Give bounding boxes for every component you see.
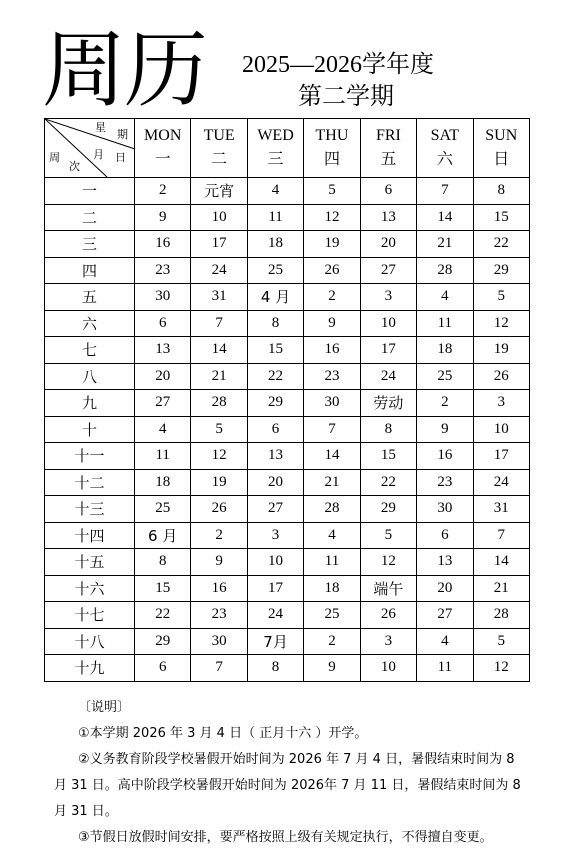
day-cell: 19 <box>304 231 360 258</box>
day-cell: 31 <box>473 496 529 523</box>
week-number-cell: 九 <box>45 390 135 417</box>
day-cell: 27 <box>417 602 473 629</box>
week-number-cell: 十 <box>45 416 135 443</box>
day-cell: 10 <box>473 416 529 443</box>
day-header: FRI 五 <box>360 119 416 178</box>
day-cell: 26 <box>473 363 529 390</box>
day-cell: 27 <box>360 257 416 284</box>
day-cell: 4 <box>417 628 473 655</box>
day-cell: 17 <box>247 575 303 602</box>
day-cell: 22 <box>135 602 191 629</box>
day-cell: 2 <box>304 284 360 311</box>
week-row <box>45 204 530 231</box>
day-cell: 6 <box>135 655 191 682</box>
day-cell: 2 <box>304 628 360 655</box>
day-cell: 21 <box>304 469 360 496</box>
day-cell: 29 <box>360 496 416 523</box>
week-number-cell: 七 <box>45 337 135 364</box>
day-cell: 4 <box>417 284 473 311</box>
week-row <box>45 655 530 682</box>
day-cell: 7 <box>191 655 247 682</box>
day-cell: 2 <box>417 390 473 417</box>
week-row <box>45 443 530 470</box>
week-number-cell: 十六 <box>45 575 135 602</box>
week-row <box>45 575 530 602</box>
day-cell: 22 <box>473 231 529 258</box>
header-row <box>45 119 530 178</box>
corner-label-ci: 次 <box>69 161 80 173</box>
day-cell: 15 <box>247 337 303 364</box>
day-cell: 12 <box>473 310 529 337</box>
day-cell: 26 <box>191 496 247 523</box>
day-cell: 21 <box>191 363 247 390</box>
semester: 第二学期 <box>298 84 394 110</box>
day-cell: 9 <box>304 310 360 337</box>
day-cell: 25 <box>135 496 191 523</box>
day-cell: 25 <box>417 363 473 390</box>
day-cell: 13 <box>360 204 416 231</box>
day-cell: 元宵 <box>191 178 247 205</box>
day-cell: 29 <box>247 390 303 417</box>
week-row <box>45 416 530 443</box>
note-1: ①本学期 2026 年 3 月 4 日（ 正月十六 ）开学。 <box>78 726 368 741</box>
day-cell: 29 <box>135 628 191 655</box>
corner-cell <box>45 119 135 178</box>
day-cell: 23 <box>304 363 360 390</box>
day-cell: 4 <box>135 416 191 443</box>
week-row <box>45 522 530 549</box>
day-cell: 24 <box>360 363 416 390</box>
day-cell: 24 <box>473 469 529 496</box>
day-header: SAT 六 <box>417 119 473 178</box>
week-row <box>45 337 530 364</box>
day-cell: 12 <box>473 655 529 682</box>
week-number-cell: 八 <box>45 363 135 390</box>
week-row <box>45 363 530 390</box>
day-header: SUN 日 <box>473 119 529 178</box>
week-number-cell: 一 <box>45 178 135 205</box>
corner-diagonal-lines <box>45 119 135 177</box>
day-cell: 16 <box>304 337 360 364</box>
page-title: 周历 <box>42 21 207 119</box>
week-number-cell: 三 <box>45 231 135 258</box>
day-cell: 8 <box>135 549 191 576</box>
day-cell: 17 <box>473 443 529 470</box>
notes-label: 〔说明〕 <box>78 700 131 715</box>
day-cell: 11 <box>247 204 303 231</box>
week-number-cell: 十一 <box>45 443 135 470</box>
day-header: MON 一 <box>135 119 191 178</box>
school-year: 2025—2026学年度 <box>242 52 434 78</box>
day-header: THU 四 <box>304 119 360 178</box>
corner-label-star: 星 <box>95 122 106 134</box>
day-cell: 6 <box>247 416 303 443</box>
corner-label-week: 周 <box>49 152 60 164</box>
day-cell: 5 <box>473 628 529 655</box>
day-cell: 7 <box>417 178 473 205</box>
day-cell: 7 <box>304 416 360 443</box>
day-cell: 3 <box>360 628 416 655</box>
note-3: ③节假日放假时间安排，要严格按照上级有关规定执行，不得擅自变更。 <box>78 830 493 845</box>
week-number-cell: 十五 <box>45 549 135 576</box>
day-cell: 23 <box>135 257 191 284</box>
week-row <box>45 178 530 205</box>
day-cell: 15 <box>360 443 416 470</box>
note-2: ②义务教育阶段学校暑假开始时间为 2026 年 7 月 4 日，暑假结束时间为 8 月 31 日。高中阶段学校暑假开始时间为 2026年 7 月 11 日，暑假结束时间为 8 月 31 日。 <box>54 752 521 819</box>
day-cell: 30 <box>135 284 191 311</box>
day-cell: 18 <box>247 231 303 258</box>
day-cell: 9 <box>135 204 191 231</box>
day-cell: 15 <box>473 204 529 231</box>
day-cell: 5 <box>360 522 416 549</box>
day-cell: 2 <box>135 178 191 205</box>
day-cell: 14 <box>417 204 473 231</box>
day-cell: 30 <box>304 390 360 417</box>
day-cell: 14 <box>473 549 529 576</box>
day-cell: 14 <box>191 337 247 364</box>
day-cell: 29 <box>473 257 529 284</box>
day-cell: 5 <box>473 284 529 311</box>
week-number-cell: 十八 <box>45 628 135 655</box>
day-cell: 10 <box>360 655 416 682</box>
week-row <box>45 257 530 284</box>
week-number-cell: 六 <box>45 310 135 337</box>
day-cell: 6 <box>135 310 191 337</box>
day-cell: 20 <box>417 575 473 602</box>
day-cell: 4 <box>247 178 303 205</box>
corner-label-day: 日 <box>115 152 126 164</box>
day-cell: 12 <box>191 443 247 470</box>
week-number-cell: 十七 <box>45 602 135 629</box>
week-number-cell: 四 <box>45 257 135 284</box>
week-row <box>45 284 530 311</box>
day-cell: 7月 <box>247 628 303 655</box>
week-row <box>45 628 530 655</box>
day-cell: 18 <box>304 575 360 602</box>
day-cell: 6 <box>360 178 416 205</box>
day-cell: 31 <box>191 284 247 311</box>
week-number-cell: 十四 <box>45 522 135 549</box>
day-cell: 劳动 <box>360 390 416 417</box>
day-cell: 9 <box>191 549 247 576</box>
day-cell: 25 <box>304 602 360 629</box>
day-cell: 10 <box>360 310 416 337</box>
day-cell: 15 <box>135 575 191 602</box>
day-cell: 17 <box>360 337 416 364</box>
day-cell: 28 <box>191 390 247 417</box>
day-cell: 28 <box>473 602 529 629</box>
day-cell: 17 <box>191 231 247 258</box>
day-cell: 12 <box>360 549 416 576</box>
day-cell: 18 <box>417 337 473 364</box>
day-cell: 28 <box>417 257 473 284</box>
calendar-body <box>45 178 530 682</box>
day-cell: 4 月 <box>247 284 303 311</box>
day-cell: 22 <box>360 469 416 496</box>
week-row <box>45 310 530 337</box>
week-number-cell: 五 <box>45 284 135 311</box>
day-cell: 3 <box>360 284 416 311</box>
day-cell: 13 <box>247 443 303 470</box>
day-cell: 18 <box>135 469 191 496</box>
day-cell: 10 <box>247 549 303 576</box>
day-cell: 10 <box>191 204 247 231</box>
day-header: WED 三 <box>247 119 303 178</box>
day-cell: 9 <box>417 416 473 443</box>
day-cell: 7 <box>473 522 529 549</box>
day-cell: 26 <box>304 257 360 284</box>
day-cell: 30 <box>417 496 473 523</box>
day-cell: 16 <box>417 443 473 470</box>
day-cell: 13 <box>135 337 191 364</box>
day-cell: 27 <box>135 390 191 417</box>
week-row <box>45 549 530 576</box>
day-cell: 21 <box>417 231 473 258</box>
day-cell: 14 <box>304 443 360 470</box>
week-row <box>45 496 530 523</box>
corner-label-qi: 期 <box>117 129 128 141</box>
day-cell: 8 <box>247 310 303 337</box>
day-cell: 4 <box>304 522 360 549</box>
day-cell: 23 <box>417 469 473 496</box>
day-cell: 20 <box>135 363 191 390</box>
week-row <box>45 390 530 417</box>
day-cell: 11 <box>304 549 360 576</box>
day-cell: 21 <box>473 575 529 602</box>
day-cell: 24 <box>191 257 247 284</box>
day-cell: 19 <box>473 337 529 364</box>
day-cell: 11 <box>135 443 191 470</box>
day-cell: 24 <box>247 602 303 629</box>
corner-label-month: 月 <box>93 149 104 161</box>
week-number-cell: 十九 <box>45 655 135 682</box>
day-cell: 16 <box>135 231 191 258</box>
day-cell: 12 <box>304 204 360 231</box>
day-cell: 19 <box>191 469 247 496</box>
day-cell: 11 <box>417 655 473 682</box>
week-row <box>45 469 530 496</box>
day-cell: 16 <box>191 575 247 602</box>
day-cell: 6 月 <box>135 522 191 549</box>
day-cell: 2 <box>191 522 247 549</box>
day-cell: 端午 <box>360 575 416 602</box>
week-number-cell: 十二 <box>45 469 135 496</box>
day-cell: 6 <box>417 522 473 549</box>
day-cell: 8 <box>360 416 416 443</box>
day-cell: 8 <box>247 655 303 682</box>
day-cell: 23 <box>191 602 247 629</box>
week-row <box>45 602 530 629</box>
day-cell: 20 <box>247 469 303 496</box>
day-cell: 5 <box>191 416 247 443</box>
day-cell: 5 <box>304 178 360 205</box>
day-cell: 3 <box>473 390 529 417</box>
week-number-cell: 二 <box>45 204 135 231</box>
day-cell: 8 <box>473 178 529 205</box>
day-cell: 22 <box>247 363 303 390</box>
week-row <box>45 231 530 258</box>
week-number-cell: 十三 <box>45 496 135 523</box>
day-cell: 26 <box>360 602 416 629</box>
day-cell: 28 <box>304 496 360 523</box>
day-cell: 9 <box>304 655 360 682</box>
day-cell: 11 <box>417 310 473 337</box>
day-cell: 3 <box>247 522 303 549</box>
day-header: TUE 二 <box>191 119 247 178</box>
day-cell: 27 <box>247 496 303 523</box>
day-cell: 25 <box>247 257 303 284</box>
day-cell: 13 <box>417 549 473 576</box>
day-cell: 20 <box>360 231 416 258</box>
day-cell: 7 <box>191 310 247 337</box>
day-cell: 30 <box>191 628 247 655</box>
notes-section <box>54 695 530 851</box>
week-calendar-table <box>44 118 530 682</box>
